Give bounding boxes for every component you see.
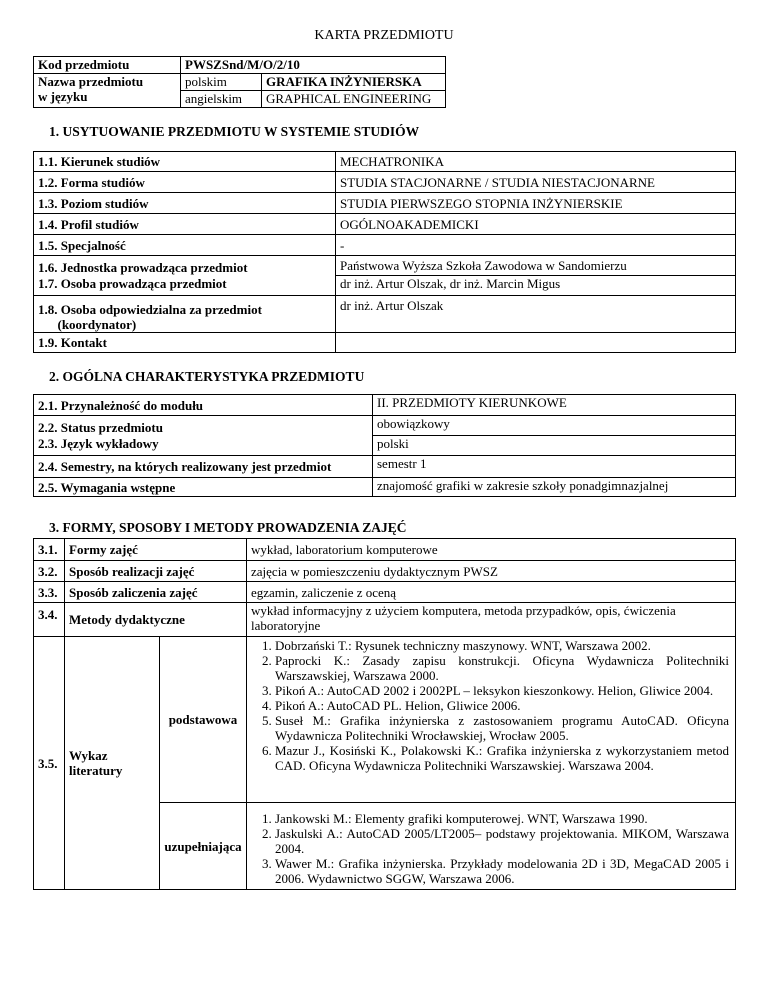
list-item: 4. Pikoń A.: AutoCAD PL. Helion, Gliwice 2006. [275, 698, 729, 713]
list-item: 3. Pikoń A.: AutoCAD 2002 i 2002PL – leksykon kieszonkowy. Helion, Gliwice 2004. [275, 683, 729, 698]
s1-label: 1.6. Jednostka prowadząca przedmiot [34, 256, 336, 276]
s1-value: MECHATRONIKA [336, 152, 736, 172]
list-item: 2. Jaskulski A.: AutoCAD 2005/LT2005– podstawy projektowania. MIKOM, Warszawa 2004. [275, 826, 729, 856]
s2-label: 2.1. Przynależność do modułu [34, 395, 373, 416]
s3-value: zajęcia w pomieszczeniu dydaktycznym PWSZ [247, 561, 736, 582]
s1-value: dr inż. Artur Olszak [336, 296, 736, 333]
s2-value: obowiązkowy [373, 416, 736, 436]
s3-label: Formy zajęć [65, 539, 247, 561]
s1-label: 1.1. Kierunek studiów [34, 152, 336, 172]
s3-num: 3.1. [34, 539, 65, 561]
supp-literature-list [251, 811, 729, 886]
list-item: 6. Mazur J., Kosiński K., Polakowski K.: Grafika inżynierska z wykorzystaniem metod CAD. Oficyna Wydawnicza Politechniki Warszawskiej. Warszawa 2004. [275, 743, 729, 773]
pl-name: GRAFIKA INŻYNIERSKA [262, 74, 446, 91]
s1-value: OGÓLNOAKADEMICKI [336, 214, 736, 235]
s1-label: 1.7. Osoba prowadząca przedmiot [34, 276, 336, 296]
s1-label: 1.2. Forma studiów [34, 172, 336, 193]
s3-value: wykład informacyjny z użyciem komputera, metoda przypadków, opis, ćwiczenia laboratoryjne [247, 603, 736, 637]
s1-value: - [336, 235, 736, 256]
supp-label: uzupełniająca [160, 803, 247, 890]
basic-literature-cell [247, 637, 736, 803]
s2-label: 2.4. Semestry, na których realizowany jest przedmiot [34, 456, 373, 478]
section2-heading: 2. OGÓLNA CHARAKTERYSTYKA PRZEDMIOTU [49, 369, 365, 384]
s1-label: 1.3. Poziom studiów [34, 193, 336, 214]
code-label: Kod przedmiotu [34, 57, 181, 74]
en-lang: angielskim [181, 91, 262, 108]
s1-value: STUDIA PIERWSZEGO STOPNIA INŻYNIERSKIE [336, 193, 736, 214]
s3-value: wykład, laboratorium komputerowe [247, 539, 736, 561]
s2-value: semestr 1 [373, 456, 736, 478]
pl-lang: polskim [181, 74, 262, 91]
s1-value: Państwowa Wyższa Szkoła Zawodowa w Sandomierzu [336, 256, 736, 276]
name-label: Nazwa przedmiotu w języku [34, 74, 181, 108]
s1-label: 1.4. Profil studiów [34, 214, 336, 235]
s3-num: 3.2. [34, 561, 65, 582]
section3-table [33, 538, 736, 890]
section1-table [33, 151, 736, 353]
s1-label: 1.9. Kontakt [34, 333, 336, 353]
basic-label: podstawowa [160, 637, 247, 803]
list-item: 5. Suseł M.: Grafika inżynierska z zastosowaniem programu AutoCAD. Oficyna Wydawnicza Politechniki Wrocławskiej, Wrocław 2005. [275, 713, 729, 743]
section1-heading: 1. USYTUOWANIE PRZEDMIOTU W SYSTEMIE STUDIÓW [49, 124, 420, 139]
s2-label: 2.2. Status przedmiotu [34, 416, 373, 436]
section2-table [33, 394, 736, 497]
s2-label: 2.5. Wymagania wstępne [34, 478, 373, 497]
s3-label: Sposób zaliczenia zajęć [65, 582, 247, 603]
s3-num: 3.3. [34, 582, 65, 603]
subject-header-table [33, 56, 446, 108]
lit-label: Wykaz literatury [65, 637, 160, 890]
supp-literature-cell [247, 803, 736, 890]
list-item: 1. Jankowski M.: Elementy grafiki komputerowej. WNT, Warszawa 1990. [275, 811, 729, 826]
s3-value: egzamin, zaliczenie z oceną [247, 582, 736, 603]
s1-value [336, 333, 736, 353]
s3-label: Sposób realizacji zajęć [65, 561, 247, 582]
s3-num: 3.4. [34, 603, 65, 637]
section3-heading: 3. FORMY, SPOSOBY I METODY PROWADZENIA ZAJĘĆ [49, 520, 407, 535]
s1-label: 1.5. Specjalność [34, 235, 336, 256]
page-title: KARTA PRZEDMIOTU [314, 28, 454, 43]
lit-num: 3.5. [34, 637, 65, 890]
list-item: 2. Paprocki K.: Zasady zapisu konstrukcji. Oficyna Wydawnicza Politechniki Warszawskiej, Warszawa 2000. [275, 653, 729, 683]
basic-literature-list [251, 638, 729, 773]
list-item: 3. Wawer M.: Grafika inżynierska. Przykłady modelowania 2D i 3D, MegaCAD 2005 i 2006. Wydawnictwo SGGW, Warszawa 2006. [275, 856, 729, 886]
list-item: 1. Dobrzański T.: Rysunek techniczny maszynowy. WNT, Warszawa 2002. [275, 638, 729, 653]
code-value: PWSZSnd/M/O/2/10 [181, 57, 446, 74]
s2-value: polski [373, 436, 736, 456]
s2-value: znajomość grafiki w zakresie szkoły ponadgimnazjalnej [373, 478, 736, 497]
s1-value: STUDIA STACJONARNE / STUDIA NIESTACJONARNE [336, 172, 736, 193]
s1-label: 1.8. Osoba odpowiedzialna za przedmiot (koordynator) [34, 296, 336, 333]
s3-label: Metody dydaktyczne [65, 603, 247, 637]
s2-label: 2.3. Język wykładowy [34, 436, 373, 456]
s2-value: II. PRZEDMIOTY KIERUNKOWE [373, 395, 736, 416]
s1-value: dr inż. Artur Olszak, dr inż. Marcin Migus [336, 276, 736, 296]
en-name: GRAPHICAL ENGINEERING [262, 91, 446, 108]
